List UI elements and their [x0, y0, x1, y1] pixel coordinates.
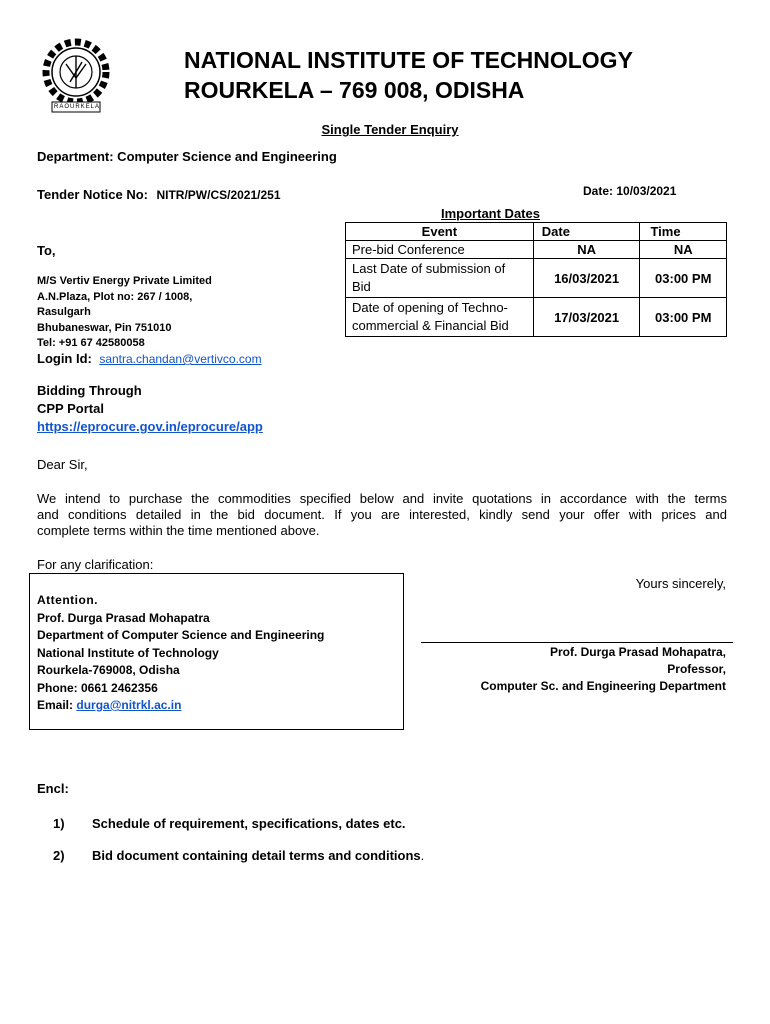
tender-notice-label: Tender Notice No: [37, 187, 148, 202]
department-line: Department: Computer Science and Engineering [37, 149, 337, 164]
vendor-address-line1: A.N.Plaza, Plot no: 267 / 1008, [37, 290, 193, 303]
intro-line2: and conditions detailed in the bid document. If you are interested, kindly send your offer with prices and [37, 507, 727, 522]
signatory-dept: Computer Sc. and Engineering Department [480, 679, 726, 693]
table-header-row [346, 223, 727, 241]
date-line: Date: 10/03/2021 [583, 184, 677, 198]
yours-sincerely: Yours sincerely, [635, 576, 726, 591]
event-cell-line1: Date of opening of Techno- [352, 300, 508, 315]
enclosure-item-number: 2) [53, 848, 65, 863]
attention-phone: Phone: 0661 2462356 [37, 680, 158, 695]
date-cell: NA [533, 241, 640, 259]
event-cell: Pre-bid Conference [346, 241, 534, 259]
event-cell [346, 298, 534, 337]
enclosure-item-suffix: . [420, 848, 425, 863]
bidding-through: Bidding Through [37, 383, 142, 398]
institute-title-line2: ROURKELA – 769 008, ODISHA [184, 77, 525, 103]
time-cell: 03:00 PM [640, 259, 727, 298]
time-cell: NA [640, 241, 727, 259]
vendor-name: M/S Vertiv Energy Private Limited [37, 275, 212, 287]
institute-title-line1: NATIONAL INSTITUTE OF TECHNOLOGY [184, 47, 633, 73]
event-cell-line2: Bid [352, 279, 371, 294]
attention-name: Prof. Durga Prasad Mohapatra [37, 610, 210, 625]
signatory-block [481, 644, 726, 695]
enquiry-title: Single Tender Enquiry [321, 122, 459, 137]
attention-box [29, 573, 404, 730]
eprocure-link[interactable]: https://eprocure.gov.in/eprocure/app [37, 419, 263, 434]
enclosure-item-text: Schedule of requirement, specifications, dates etc. [92, 816, 406, 831]
important-dates-table [345, 222, 727, 337]
attention-email [37, 697, 324, 715]
date-cell: 16/03/2021 [533, 259, 640, 298]
attention-email-link[interactable]: durga@nitrkl.ac.in [76, 698, 182, 712]
time-cell: 03:00 PM [640, 298, 727, 337]
vendor-address [37, 274, 212, 352]
attention-dept: Department of Computer Science and Engineering [37, 628, 325, 642]
signature-line [421, 642, 733, 643]
table-row [346, 241, 727, 259]
enclosure-item-text: Bid document containing detail terms and conditions [92, 848, 421, 863]
header-time: Time [640, 223, 727, 241]
attention-heading: Attention. [37, 593, 98, 607]
tender-notice-number: NITR/PW/CS/2021/251 [156, 188, 281, 202]
header-event: Event [346, 223, 534, 241]
clarification-label: For any clarification: [37, 557, 154, 572]
signatory-name: Prof. Durga Prasad Mohapatra, [549, 645, 726, 659]
event-cell [346, 259, 534, 298]
attention-city: Rourkela-769008, Odisha [37, 663, 180, 677]
vendor-address-line2: Rasulgarh [37, 306, 91, 318]
cpp-portal: CPP Portal [37, 401, 104, 416]
enclosure-item-number: 1) [53, 816, 65, 831]
enclosure-item [92, 848, 424, 863]
vendor-address-line3: Bhubaneswar, Pin 751010 [37, 321, 172, 334]
institute-logo [36, 38, 116, 114]
logo-banner-text: RAOURKELA [54, 104, 101, 110]
event-cell-line2: commercial & Financial Bid [352, 318, 509, 333]
salutation: Dear Sir, [37, 457, 88, 472]
table-row [346, 259, 727, 298]
enclosures-label: Encl: [37, 781, 69, 796]
table-row [346, 298, 727, 337]
date-cell: 17/03/2021 [533, 298, 640, 337]
important-dates-title: Important Dates [441, 206, 540, 221]
intro-paragraph [37, 491, 727, 539]
intro-line1: We intend to purchase the commodities specified below and invite quotations in accordance with the terms [37, 491, 727, 506]
header-date: Date [533, 223, 640, 241]
tender-notice [37, 186, 281, 204]
login-email-link[interactable]: santra.chandan@vertivco.com [99, 352, 262, 366]
to-label: To, [37, 243, 56, 258]
attention-inst: National Institute of Technology [37, 645, 219, 660]
login-label: Login Id: [37, 351, 92, 366]
signatory-title: Professor, [667, 662, 726, 676]
vendor-tel: Tel: +91 67 42580058 [37, 337, 145, 349]
event-cell-line1: Last Date of submission of [352, 261, 506, 276]
login-id [37, 350, 262, 368]
attention-email-label: Email: [37, 698, 77, 712]
intro-line3: complete terms within the time mentioned above. [37, 523, 320, 538]
